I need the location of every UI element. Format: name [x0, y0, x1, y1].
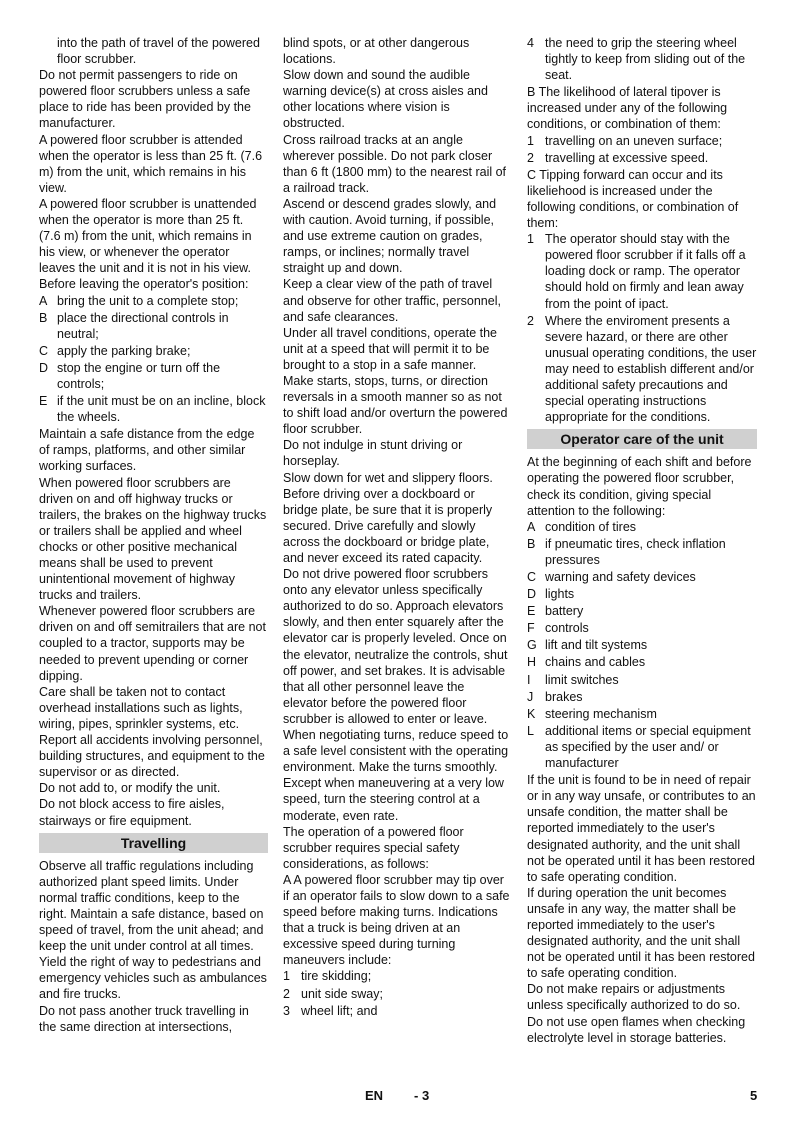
paragraph: If during operation the unit becomes unsafe in any way, the matter shall be reported immediately to the user's designated authority, and the unit shall not be operated until it has been restored to safe operating condition. — [527, 885, 755, 981]
list-item: E if the unit must be on an incline, block the wheels. — [39, 394, 266, 425]
paragraph: Observe all traffic regulations including authorized plant speed limits. Under normal traffic conditions, keep to the right. Maintain a safe distance, based on speed of travel, from the unit ahead; and keep the unit under control at all times. — [39, 858, 264, 954]
paragraph: Do not drive powered floor scrubbers onto any elevator unless specifically authorized to do so. Approach elevators slowly, and then enter squarely after the elevator car is properly leveled. Once on the elevator, neutralize the controls, shut off power, and set brakes. It is advisable that all other personnel leave the elevator before the powered floor scrubber is allowed to enter or leave. — [283, 567, 508, 726]
paragraph: Yield the right of way to pedestrians and emergency vehicles such as ambulances and fire trucks. — [39, 955, 267, 1002]
paragraph: Report all accidents involving personnel, building structures, and equipment to the supervisor or as directed. — [39, 733, 265, 780]
paragraph: Whenever powered floor scrubbers are driven on and off semitrailers that are not coupled to a tractor, supports may be needed to prevent upending or corner dipping. — [39, 604, 266, 683]
paragraph: Before driving over a dockboard or bridge plate, be sure that it is properly secured. Drive carefully and slowly across the dockboard or bridge plate, and never exceed its rated capacity. — [283, 486, 493, 565]
list-item: J brakes — [527, 689, 583, 704]
paragraph: blind spots, or at other dangerous locations. — [283, 36, 470, 67]
list-item: C apply the parking brake; — [39, 343, 191, 358]
footer-language: EN — [365, 1088, 384, 1103]
paragraph: A powered floor scrubber is attended when the operator is less than 25 ft. (7.6 m) from the unit, which remains in his view. — [39, 132, 263, 195]
paragraph: Do not pass another truck travelling in the same direction at intersections, — [39, 1003, 249, 1034]
list-item: B place the directional controls in neutral; — [39, 310, 229, 341]
column-1 — [39, 35, 268, 1035]
paragraph: Do not permit passengers to ride on powered floor scrubbers unless a safe place to ride has been provided by the manufacturer. — [39, 68, 251, 131]
paragraph: B The likelihood of lateral tipover is increased under any of the following conditions, or combination of them: — [527, 85, 728, 132]
paragraph: A A powered floor scrubber may tip over if an operator fails to slow down to a safe speed before making turns. Indications that a truck is being driven at an excessive speed during turning maneuvers include: — [283, 872, 510, 968]
paragraph: Care shall be taken not to contact overhead installations such as lights, wiring, pipes, sprinkler systems, etc. — [39, 684, 243, 731]
tipping-forward-list — [527, 231, 757, 425]
speed-indications-list — [283, 968, 511, 1018]
list-item: 2 unit side sway; — [283, 986, 383, 1001]
column-2 — [283, 35, 511, 1020]
check-items-list — [527, 519, 757, 771]
list-item: 1 The operator should stay with the powered floor scrubber if it falls off a loading dock or ramp. The operator should hold on firmly and lean away from the point of ipact. — [527, 232, 746, 311]
paragraph: At the beginning of each shift and before operating the powered floor scrubber, check its condition, giving special attention to the following: — [527, 455, 752, 518]
paragraph: When powered floor scrubbers are driven on and off highway trucks or trailers, the brakes on the highway trucks or trailers shall be applied and wheel chocks or other positive mechanical means shall be used to prevent unintentional movement of highway trucks and trailers. — [39, 475, 267, 603]
list-item: H chains and cables — [527, 655, 646, 670]
list-item: A condition of tires — [527, 519, 637, 534]
paragraph: Make starts, stops, turns, or direction reversals in a smooth manner so as not to shift load and/or overturn the powered floor scrubber. — [283, 373, 508, 437]
list-item: E battery — [527, 604, 584, 619]
list-item: 2 Where the enviroment presents a severe hazard, or there are other unusual operating conditions, the user may need to establish different and/or additional safety precautions and special operating instructions appropriate for the conditions. — [527, 313, 757, 425]
paragraph: Do not indulge in stunt driving or horseplay. — [283, 438, 463, 469]
list-item: 1 travelling on an uneven surface; — [527, 133, 723, 148]
section-heading-travelling: Travelling — [39, 833, 268, 853]
paragraph: C Tipping forward can occur and its likeliehood is increased under the following conditions, or combination of them: — [527, 167, 739, 231]
page-number: 5 — [750, 1088, 758, 1103]
paragraph: If the unit is found to be in need of repair or in any way unsafe, or contributes to an unsafe condition, the matter shall be reported immediately to the user's designated authority, and the unit shall not be operated until it has been restored to safe operating condition. — [527, 773, 756, 884]
paragraph: Do not make repairs or adjustments unless specifically authorized to do so. — [527, 982, 741, 1013]
list-item: D stop the engine or turn off the controls; — [39, 360, 221, 391]
leaving-position-list — [39, 293, 268, 426]
paragraph: Under all travel conditions, operate the unit at a speed that will permit it to be brought to a stop in a safe manner. — [283, 325, 498, 372]
paragraph: Slow down for wet and slippery floors. — [283, 470, 493, 485]
list-item: 2 travelling at excessive speed. — [527, 150, 709, 165]
list-item: A bring the unit to a complete stop; — [39, 293, 239, 308]
list-item: G lift and tilt systems — [527, 638, 648, 653]
list-item: I limit switches — [527, 672, 619, 687]
list-item: 3 wheel lift; and — [283, 1003, 378, 1018]
list-item: B if pneumatic tires, check inflation pressures — [527, 536, 726, 567]
list-item: K steering mechanism — [527, 706, 657, 721]
paragraph: Do not use open flames when checking electrolyte level in storage batteries. — [527, 1014, 746, 1045]
paragraph: Ascend or descend grades slowly, and with caution. Avoid turning, if possible, and use extreme caution on grades, ramps, or inclines; normally travel straight up and down. — [283, 196, 497, 276]
paragraph: Before leaving the operator's position: — [39, 277, 249, 292]
paragraph: Keep a clear view of the path of travel and observe for other traffic, personnel, and safe clearances. — [283, 277, 501, 324]
paragraph: Slow down and sound the audible warning device(s) at cross aisles and other locations where vision is obstructed. — [283, 68, 488, 131]
paragraph: The operation of a powered floor scrubber requires special safety considerations, as follows: — [283, 824, 464, 871]
paragraph: Do not add to, or modify the unit. — [39, 781, 221, 796]
paragraph: When negotiating turns, reduce speed to a safe level consistent with the operating environment. Make the turns smoothly. Except when maneuvering at a very low speed, turn the steering control at a moderate, even rate. — [283, 728, 509, 823]
column-3 — [527, 35, 757, 1046]
list-item: D lights — [527, 587, 575, 602]
paragraph: Maintain a safe distance from the edge of ramps, platforms, and other similar working surfaces. — [39, 427, 255, 474]
list-item: C warning and safety devices — [527, 570, 696, 584]
lateral-tipover-list — [527, 133, 757, 166]
paragraph: Do not block access to fire aisles, stairways or fire equipment. — [39, 797, 225, 828]
list-item: 1 tire skidding; — [283, 969, 372, 984]
footer-section-page: - 3 — [414, 1088, 430, 1103]
paragraph: Cross railroad tracks at an angle wherever possible. Do not park closer than 6 ft (1800 mm) to the nearest rail of a railroad track. — [283, 132, 507, 195]
list-item: 4 the need to grip the steering wheel tightly to keep from sliding out of the seat. — [527, 36, 746, 83]
paragraph-continuation: into the path of travel of the powered floor scrubber. — [57, 36, 260, 67]
paragraph: A powered floor scrubber is unattended when the operator is more than 25 ft. (7.6 m) from the unit, which remains in his view, or whenever the operator leaves the unit and it is not in his view. — [39, 196, 257, 276]
section-heading-operator-care: Operator care of the unit — [527, 429, 757, 449]
speed-indications-list-cont — [527, 35, 757, 83]
list-item: F controls — [527, 621, 589, 636]
list-item: L additional items or special equipment as specified by the user and/ or manufacturer — [527, 723, 751, 771]
